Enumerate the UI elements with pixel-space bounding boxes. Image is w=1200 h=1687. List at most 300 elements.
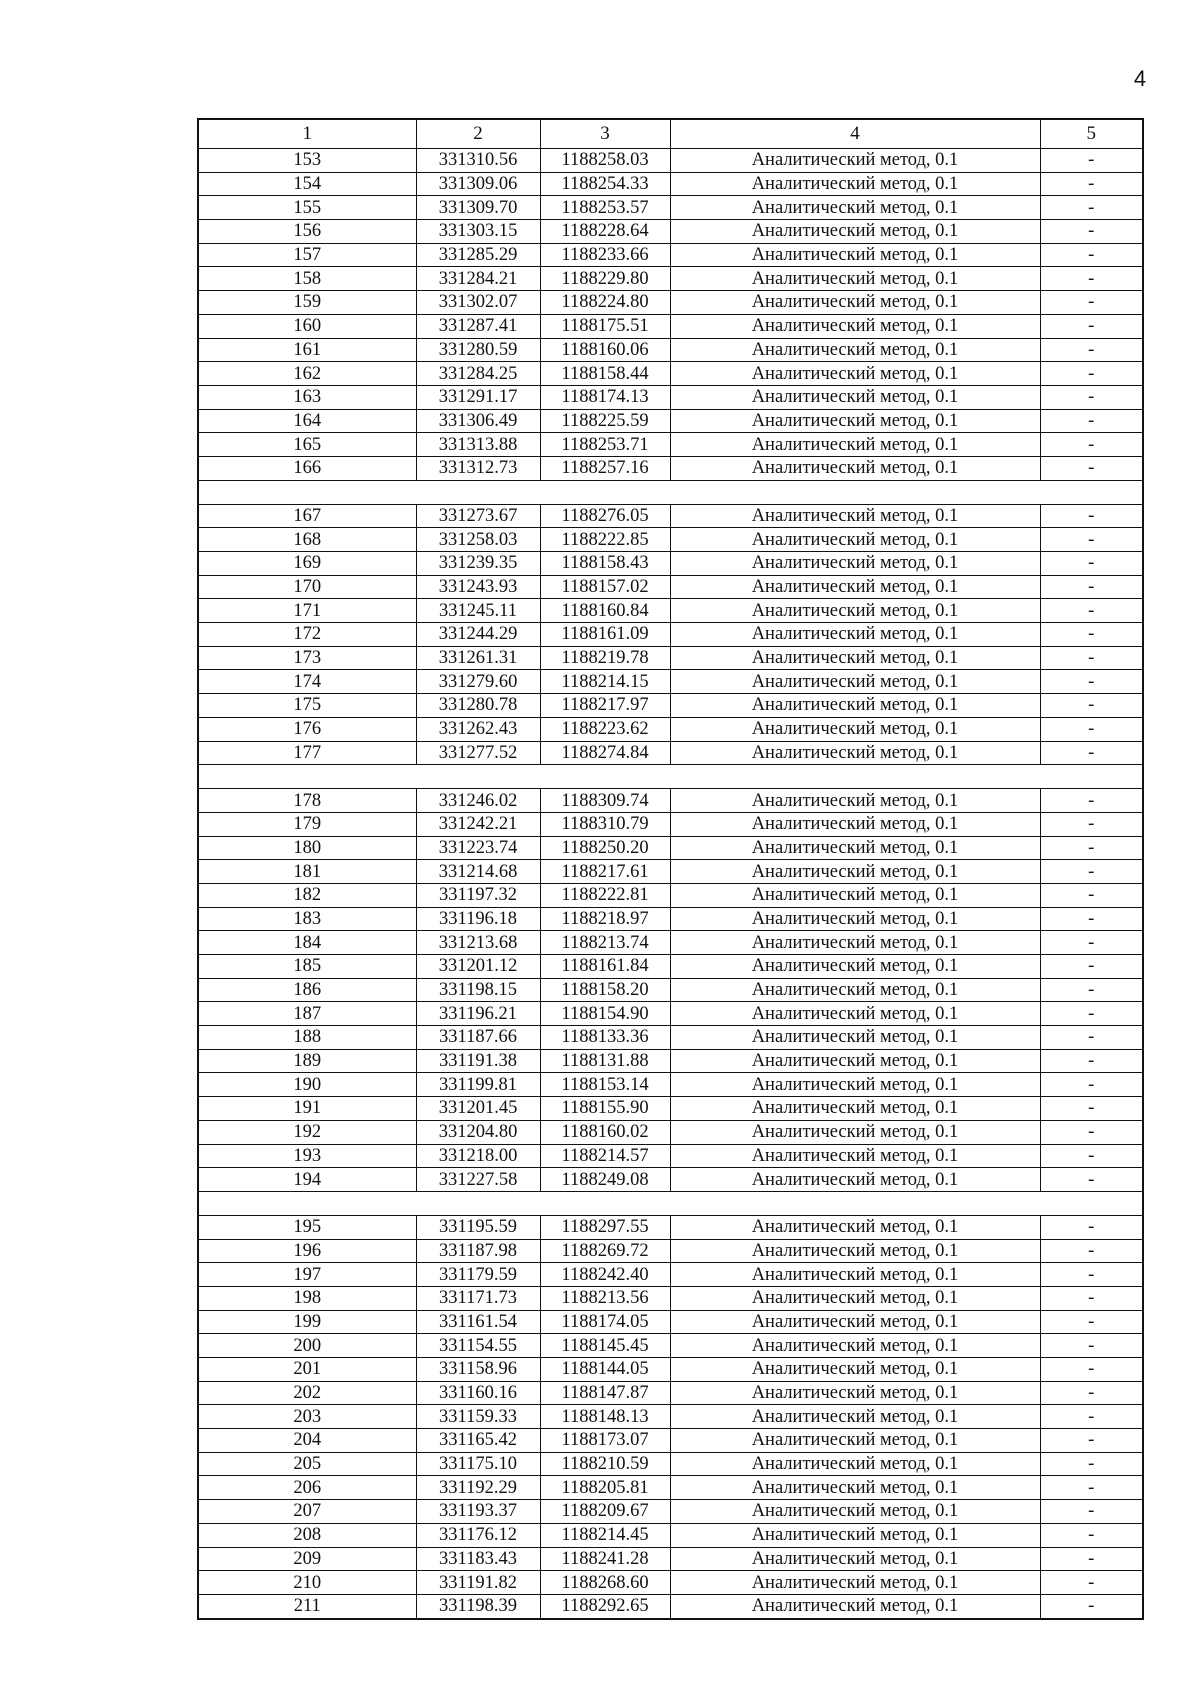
table-header [198, 119, 1143, 149]
note-cell: - [1040, 196, 1143, 220]
table-row [198, 1120, 1143, 1144]
point-number-cell: 162 [198, 362, 416, 386]
table-row [198, 1263, 1143, 1287]
table-row [198, 1381, 1143, 1405]
method-cell: Аналитический метод, 0.1 [670, 931, 1040, 955]
method-cell: Аналитический метод, 0.1 [670, 1523, 1040, 1547]
note-cell: - [1040, 1168, 1143, 1192]
y-coordinate-cell: 1188209.67 [540, 1500, 670, 1524]
x-coordinate-cell: 331154.55 [416, 1334, 540, 1358]
x-coordinate-cell: 331246.02 [416, 789, 540, 813]
y-coordinate-cell: 1188274.84 [540, 741, 670, 765]
column-header-3: 3 [540, 119, 670, 149]
table-row [198, 836, 1143, 860]
y-coordinate-cell: 1188223.62 [540, 717, 670, 741]
x-coordinate-cell: 331310.56 [416, 149, 540, 173]
point-number-cell: 181 [198, 860, 416, 884]
x-coordinate-cell: 331191.38 [416, 1049, 540, 1073]
note-cell: - [1040, 1049, 1143, 1073]
x-coordinate-cell: 331160.16 [416, 1381, 540, 1405]
y-coordinate-cell: 1188153.14 [540, 1073, 670, 1097]
x-coordinate-cell: 331285.29 [416, 243, 540, 267]
table-row [198, 1429, 1143, 1453]
x-coordinate-cell: 331306.49 [416, 409, 540, 433]
table-row [198, 149, 1143, 173]
note-cell: - [1040, 504, 1143, 528]
method-cell: Аналитический метод, 0.1 [670, 717, 1040, 741]
table-row [198, 362, 1143, 386]
note-cell: - [1040, 1476, 1143, 1500]
y-coordinate-cell: 1188214.45 [540, 1523, 670, 1547]
y-coordinate-cell: 1188161.84 [540, 955, 670, 979]
table-row [198, 646, 1143, 670]
x-coordinate-cell: 331243.93 [416, 575, 540, 599]
point-number-cell: 168 [198, 528, 416, 552]
table-row [198, 717, 1143, 741]
method-cell: Аналитический метод, 0.1 [670, 812, 1040, 836]
point-number-cell: 204 [198, 1429, 416, 1453]
note-cell: - [1040, 172, 1143, 196]
note-cell: - [1040, 149, 1143, 173]
method-cell: Аналитический метод, 0.1 [670, 149, 1040, 173]
note-cell: - [1040, 1120, 1143, 1144]
method-cell: Аналитический метод, 0.1 [670, 1334, 1040, 1358]
group-separator-row [198, 1191, 1143, 1215]
point-number-cell: 199 [198, 1310, 416, 1334]
note-cell: - [1040, 291, 1143, 315]
x-coordinate-cell: 331279.60 [416, 670, 540, 694]
y-coordinate-cell: 1188155.90 [540, 1097, 670, 1121]
y-coordinate-cell: 1188148.13 [540, 1405, 670, 1429]
table-row [198, 1334, 1143, 1358]
method-cell: Аналитический метод, 0.1 [670, 385, 1040, 409]
table-row [198, 1500, 1143, 1524]
note-cell: - [1040, 456, 1143, 480]
y-coordinate-cell: 1188217.97 [540, 694, 670, 718]
table-row [198, 907, 1143, 931]
note-cell: - [1040, 1144, 1143, 1168]
note-cell: - [1040, 220, 1143, 244]
table-row [198, 433, 1143, 457]
method-cell: Аналитический метод, 0.1 [670, 433, 1040, 457]
point-number-cell: 208 [198, 1523, 416, 1547]
x-coordinate-cell: 331213.68 [416, 931, 540, 955]
x-coordinate-cell: 331245.11 [416, 599, 540, 623]
y-coordinate-cell: 1188258.03 [540, 149, 670, 173]
note-cell: - [1040, 931, 1143, 955]
point-number-cell: 197 [198, 1263, 416, 1287]
point-number-cell: 167 [198, 504, 416, 528]
x-coordinate-cell: 331309.70 [416, 196, 540, 220]
x-coordinate-cell: 331161.54 [416, 1310, 540, 1334]
note-cell: - [1040, 1571, 1143, 1595]
table-row [198, 456, 1143, 480]
note-cell: - [1040, 433, 1143, 457]
x-coordinate-cell: 331175.10 [416, 1452, 540, 1476]
x-coordinate-cell: 331201.45 [416, 1097, 540, 1121]
y-coordinate-cell: 1188174.05 [540, 1310, 670, 1334]
y-coordinate-cell: 1188253.57 [540, 196, 670, 220]
point-number-cell: 163 [198, 385, 416, 409]
table-row [198, 1594, 1143, 1618]
table-row [198, 1239, 1143, 1263]
header-row [198, 119, 1143, 149]
y-coordinate-cell: 1188154.90 [540, 1002, 670, 1026]
x-coordinate-cell: 331218.00 [416, 1144, 540, 1168]
x-coordinate-cell: 331223.74 [416, 836, 540, 860]
table-row [198, 978, 1143, 1002]
point-number-cell: 193 [198, 1144, 416, 1168]
table-row [198, 1049, 1143, 1073]
point-number-cell: 200 [198, 1334, 416, 1358]
point-number-cell: 182 [198, 883, 416, 907]
y-coordinate-cell: 1188213.56 [540, 1286, 670, 1310]
y-coordinate-cell: 1188292.65 [540, 1594, 670, 1618]
method-cell: Аналитический метод, 0.1 [670, 1547, 1040, 1571]
y-coordinate-cell: 1188214.57 [540, 1144, 670, 1168]
y-coordinate-cell: 1188257.16 [540, 456, 670, 480]
point-number-cell: 191 [198, 1097, 416, 1121]
x-coordinate-cell: 331187.66 [416, 1026, 540, 1050]
table-row [198, 1571, 1143, 1595]
note-cell: - [1040, 883, 1143, 907]
y-coordinate-cell: 1188213.74 [540, 931, 670, 955]
y-coordinate-cell: 1188233.66 [540, 243, 670, 267]
x-coordinate-cell: 331198.15 [416, 978, 540, 1002]
table-row [198, 1097, 1143, 1121]
method-cell: Аналитический метод, 0.1 [670, 1049, 1040, 1073]
coordinates-table [197, 118, 1144, 1620]
note-cell: - [1040, 1500, 1143, 1524]
method-cell: Аналитический метод, 0.1 [670, 1476, 1040, 1500]
table-row [198, 196, 1143, 220]
table-row [198, 860, 1143, 884]
x-coordinate-cell: 331242.21 [416, 812, 540, 836]
y-coordinate-cell: 1188225.59 [540, 409, 670, 433]
table-row [198, 1476, 1143, 1500]
point-number-cell: 189 [198, 1049, 416, 1073]
point-number-cell: 174 [198, 670, 416, 694]
y-coordinate-cell: 1188158.44 [540, 362, 670, 386]
point-number-cell: 187 [198, 1002, 416, 1026]
point-number-cell: 196 [198, 1239, 416, 1263]
point-number-cell: 206 [198, 1476, 416, 1500]
method-cell: Аналитический метод, 0.1 [670, 1168, 1040, 1192]
method-cell: Аналитический метод, 0.1 [670, 220, 1040, 244]
method-cell: Аналитический метод, 0.1 [670, 1452, 1040, 1476]
y-coordinate-cell: 1188242.40 [540, 1263, 670, 1287]
y-coordinate-cell: 1188158.43 [540, 552, 670, 576]
note-cell: - [1040, 836, 1143, 860]
x-coordinate-cell: 331280.59 [416, 338, 540, 362]
x-coordinate-cell: 331176.12 [416, 1523, 540, 1547]
note-cell: - [1040, 1429, 1143, 1453]
x-coordinate-cell: 331196.18 [416, 907, 540, 931]
method-cell: Аналитический метод, 0.1 [670, 552, 1040, 576]
table-row [198, 314, 1143, 338]
table-row [198, 385, 1143, 409]
note-cell: - [1040, 1523, 1143, 1547]
x-coordinate-cell: 331179.59 [416, 1263, 540, 1287]
note-cell: - [1040, 717, 1143, 741]
x-coordinate-cell: 331158.96 [416, 1358, 540, 1382]
y-coordinate-cell: 1188133.36 [540, 1026, 670, 1050]
point-number-cell: 179 [198, 812, 416, 836]
note-cell: - [1040, 1002, 1143, 1026]
method-cell: Аналитический метод, 0.1 [670, 1571, 1040, 1595]
method-cell: Аналитический метод, 0.1 [670, 172, 1040, 196]
note-cell: - [1040, 1405, 1143, 1429]
y-coordinate-cell: 1188217.61 [540, 860, 670, 884]
point-number-cell: 188 [198, 1026, 416, 1050]
note-cell: - [1040, 314, 1143, 338]
note-cell: - [1040, 1097, 1143, 1121]
separator-cell [198, 480, 1143, 504]
table-row [198, 883, 1143, 907]
x-coordinate-cell: 331302.07 [416, 291, 540, 315]
y-coordinate-cell: 1188219.78 [540, 646, 670, 670]
note-cell: - [1040, 1286, 1143, 1310]
method-cell: Аналитический метод, 0.1 [670, 1144, 1040, 1168]
note-cell: - [1040, 1026, 1143, 1050]
y-coordinate-cell: 1188253.71 [540, 433, 670, 457]
x-coordinate-cell: 331187.98 [416, 1239, 540, 1263]
x-coordinate-cell: 331198.39 [416, 1594, 540, 1618]
separator-cell [198, 1191, 1143, 1215]
point-number-cell: 176 [198, 717, 416, 741]
table-row [198, 291, 1143, 315]
y-coordinate-cell: 1188160.84 [540, 599, 670, 623]
x-coordinate-cell: 331280.78 [416, 694, 540, 718]
y-coordinate-cell: 1188157.02 [540, 575, 670, 599]
note-cell: - [1040, 623, 1143, 647]
point-number-cell: 155 [198, 196, 416, 220]
method-cell: Аналитический метод, 0.1 [670, 1263, 1040, 1287]
note-cell: - [1040, 1073, 1143, 1097]
table-row [198, 1286, 1143, 1310]
y-coordinate-cell: 1188205.81 [540, 1476, 670, 1500]
x-coordinate-cell: 331273.67 [416, 504, 540, 528]
note-cell: - [1040, 552, 1143, 576]
method-cell: Аналитический метод, 0.1 [670, 860, 1040, 884]
point-number-cell: 195 [198, 1215, 416, 1239]
y-coordinate-cell: 1188276.05 [540, 504, 670, 528]
x-coordinate-cell: 331171.73 [416, 1286, 540, 1310]
point-number-cell: 170 [198, 575, 416, 599]
method-cell: Аналитический метод, 0.1 [670, 789, 1040, 813]
point-number-cell: 192 [198, 1120, 416, 1144]
table-row [198, 409, 1143, 433]
method-cell: Аналитический метод, 0.1 [670, 243, 1040, 267]
note-cell: - [1040, 1239, 1143, 1263]
x-coordinate-cell: 331204.80 [416, 1120, 540, 1144]
table-body [198, 149, 1143, 1619]
point-number-cell: 186 [198, 978, 416, 1002]
method-cell: Аналитический метод, 0.1 [670, 623, 1040, 647]
note-cell: - [1040, 955, 1143, 979]
x-coordinate-cell: 331284.25 [416, 362, 540, 386]
table-row [198, 243, 1143, 267]
method-cell: Аналитический метод, 0.1 [670, 741, 1040, 765]
note-cell: - [1040, 1381, 1143, 1405]
y-coordinate-cell: 1188297.55 [540, 1215, 670, 1239]
method-cell: Аналитический метод, 0.1 [670, 694, 1040, 718]
note-cell: - [1040, 1452, 1143, 1476]
x-coordinate-cell: 331309.06 [416, 172, 540, 196]
point-number-cell: 161 [198, 338, 416, 362]
table-row [198, 1026, 1143, 1050]
table-row [198, 694, 1143, 718]
y-coordinate-cell: 1188241.28 [540, 1547, 670, 1571]
point-number-cell: 171 [198, 599, 416, 623]
method-cell: Аналитический метод, 0.1 [670, 836, 1040, 860]
table-row [198, 623, 1143, 647]
x-coordinate-cell: 331201.12 [416, 955, 540, 979]
point-number-cell: 154 [198, 172, 416, 196]
method-cell: Аналитический метод, 0.1 [670, 1097, 1040, 1121]
y-coordinate-cell: 1188268.60 [540, 1571, 670, 1595]
table-row [198, 1405, 1143, 1429]
note-cell: - [1040, 1594, 1143, 1618]
y-coordinate-cell: 1188309.74 [540, 789, 670, 813]
method-cell: Аналитический метод, 0.1 [670, 1358, 1040, 1382]
x-coordinate-cell: 331262.43 [416, 717, 540, 741]
y-coordinate-cell: 1188269.72 [540, 1239, 670, 1263]
point-number-cell: 203 [198, 1405, 416, 1429]
y-coordinate-cell: 1188228.64 [540, 220, 670, 244]
table-row [198, 599, 1143, 623]
table-row [198, 1523, 1143, 1547]
y-coordinate-cell: 1188250.20 [540, 836, 670, 860]
point-number-cell: 177 [198, 741, 416, 765]
table-row [198, 812, 1143, 836]
point-number-cell: 211 [198, 1594, 416, 1618]
note-cell: - [1040, 670, 1143, 694]
x-coordinate-cell: 331214.68 [416, 860, 540, 884]
table-row [198, 1310, 1143, 1334]
y-coordinate-cell: 1188160.06 [540, 338, 670, 362]
method-cell: Аналитический метод, 0.1 [670, 338, 1040, 362]
note-cell: - [1040, 860, 1143, 884]
y-coordinate-cell: 1188147.87 [540, 1381, 670, 1405]
note-cell: - [1040, 575, 1143, 599]
x-coordinate-cell: 331239.35 [416, 552, 540, 576]
note-cell: - [1040, 1358, 1143, 1382]
method-cell: Аналитический метод, 0.1 [670, 1239, 1040, 1263]
method-cell: Аналитический метод, 0.1 [670, 670, 1040, 694]
table-row [198, 220, 1143, 244]
method-cell: Аналитический метод, 0.1 [670, 1073, 1040, 1097]
note-cell: - [1040, 528, 1143, 552]
point-number-cell: 205 [198, 1452, 416, 1476]
y-coordinate-cell: 1188145.45 [540, 1334, 670, 1358]
method-cell: Аналитический метод, 0.1 [670, 1026, 1040, 1050]
point-number-cell: 175 [198, 694, 416, 718]
y-coordinate-cell: 1188160.02 [540, 1120, 670, 1144]
table-row [198, 931, 1143, 955]
x-coordinate-cell: 331284.21 [416, 267, 540, 291]
note-cell: - [1040, 409, 1143, 433]
column-header-4: 4 [670, 119, 1040, 149]
y-coordinate-cell: 1188214.15 [540, 670, 670, 694]
method-cell: Аналитический метод, 0.1 [670, 646, 1040, 670]
point-number-cell: 169 [198, 552, 416, 576]
point-number-cell: 153 [198, 149, 416, 173]
table-row [198, 1215, 1143, 1239]
x-coordinate-cell: 331183.43 [416, 1547, 540, 1571]
point-number-cell: 180 [198, 836, 416, 860]
note-cell: - [1040, 1310, 1143, 1334]
method-cell: Аналитический метод, 0.1 [670, 1405, 1040, 1429]
note-cell: - [1040, 1215, 1143, 1239]
note-cell: - [1040, 978, 1143, 1002]
column-header-1: 1 [198, 119, 416, 149]
y-coordinate-cell: 1188158.20 [540, 978, 670, 1002]
y-coordinate-cell: 1188224.80 [540, 291, 670, 315]
x-coordinate-cell: 331191.82 [416, 1571, 540, 1595]
method-cell: Аналитический метод, 0.1 [670, 599, 1040, 623]
point-number-cell: 190 [198, 1073, 416, 1097]
table-row [198, 789, 1143, 813]
table-row [198, 1002, 1143, 1026]
x-coordinate-cell: 331192.29 [416, 1476, 540, 1500]
x-coordinate-cell: 331312.73 [416, 456, 540, 480]
method-cell: Аналитический метод, 0.1 [670, 291, 1040, 315]
method-cell: Аналитический метод, 0.1 [670, 1215, 1040, 1239]
table-row [198, 338, 1143, 362]
table-row [198, 670, 1143, 694]
method-cell: Аналитический метод, 0.1 [670, 456, 1040, 480]
point-number-cell: 207 [198, 1500, 416, 1524]
point-number-cell: 158 [198, 267, 416, 291]
page-number: 4 [1133, 66, 1147, 91]
point-number-cell: 210 [198, 1571, 416, 1595]
y-coordinate-cell: 1188222.85 [540, 528, 670, 552]
x-coordinate-cell: 331193.37 [416, 1500, 540, 1524]
point-number-cell: 185 [198, 955, 416, 979]
x-coordinate-cell: 331261.31 [416, 646, 540, 670]
x-coordinate-cell: 331277.52 [416, 741, 540, 765]
method-cell: Аналитический метод, 0.1 [670, 196, 1040, 220]
method-cell: Аналитический метод, 0.1 [670, 314, 1040, 338]
point-number-cell: 172 [198, 623, 416, 647]
point-number-cell: 166 [198, 456, 416, 480]
y-coordinate-cell: 1188131.88 [540, 1049, 670, 1073]
point-number-cell: 184 [198, 931, 416, 955]
note-cell: - [1040, 385, 1143, 409]
y-coordinate-cell: 1188310.79 [540, 812, 670, 836]
note-cell: - [1040, 338, 1143, 362]
note-cell: - [1040, 694, 1143, 718]
method-cell: Аналитический метод, 0.1 [670, 1120, 1040, 1144]
point-number-cell: 165 [198, 433, 416, 457]
point-number-cell: 194 [198, 1168, 416, 1192]
note-cell: - [1040, 599, 1143, 623]
y-coordinate-cell: 1188174.13 [540, 385, 670, 409]
table-row [198, 575, 1143, 599]
table-row [198, 172, 1143, 196]
point-number-cell: 183 [198, 907, 416, 931]
point-number-cell: 159 [198, 291, 416, 315]
y-coordinate-cell: 1188222.81 [540, 883, 670, 907]
point-number-cell: 178 [198, 789, 416, 813]
note-cell: - [1040, 1263, 1143, 1287]
table-row [198, 1358, 1143, 1382]
note-cell: - [1040, 362, 1143, 386]
separator-cell [198, 765, 1143, 789]
point-number-cell: 160 [198, 314, 416, 338]
x-coordinate-cell: 331313.88 [416, 433, 540, 457]
